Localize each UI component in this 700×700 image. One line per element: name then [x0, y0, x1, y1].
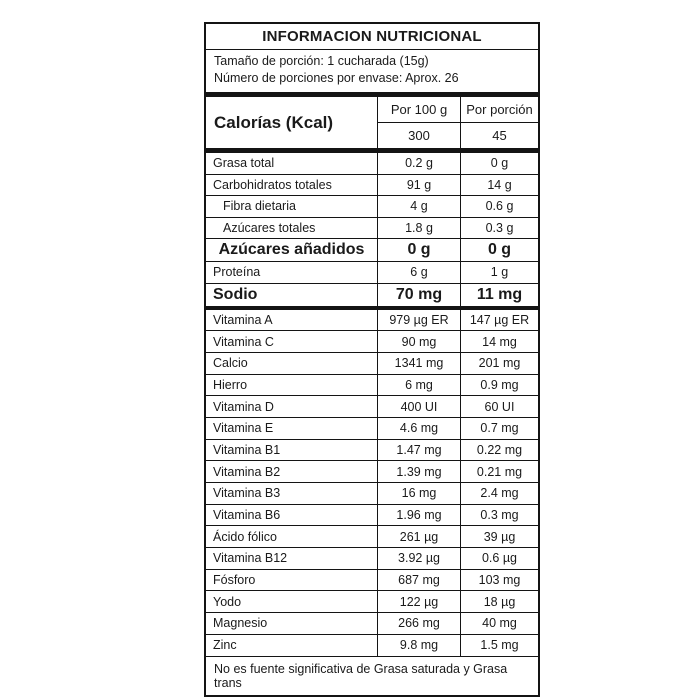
- value-per-100g: 91 g: [377, 175, 460, 196]
- value-per-100g: 3.92 µg: [377, 548, 460, 569]
- value-per-100g: 9.8 mg: [377, 635, 460, 656]
- value-per-100g: 122 µg: [377, 591, 460, 612]
- value-per-100g: 16 mg: [377, 483, 460, 504]
- table-row-proteina: [206, 262, 538, 284]
- value-per-100g: 4 g: [377, 196, 460, 217]
- value-per-portion: 39 µg: [460, 526, 538, 547]
- table-row-vitamina-b12: [206, 548, 538, 570]
- value-per-portion: 103 mg: [460, 570, 538, 591]
- value-per-100g: 1.47 mg: [377, 440, 460, 461]
- value-per-portion: 201 mg: [460, 353, 538, 374]
- value-per-100g: 6 g: [377, 262, 460, 283]
- calories-value-per-100g: 300: [377, 123, 460, 148]
- nutrient-name: Ácido fólico: [213, 529, 277, 544]
- nutrient-name: Grasa total: [213, 156, 275, 171]
- nutrient-name: Fibra dietaria: [223, 199, 296, 214]
- value-per-portion: 14 mg: [460, 331, 538, 352]
- footnote: No es fuente significativa de Grasa saturada y Grasa trans: [214, 661, 508, 690]
- value-per-portion: 40 mg: [460, 613, 538, 634]
- value-per-100g: 0 g: [377, 239, 460, 261]
- table-row-azucares-anadidos: [206, 239, 538, 262]
- value-per-portion: 1 g: [460, 262, 538, 283]
- nutrient-name: Hierro: [213, 377, 248, 392]
- value-per-100g: 261 µg: [377, 526, 460, 547]
- value-per-portion: 0.22 mg: [460, 440, 538, 461]
- value-per-portion: 11 mg: [460, 284, 538, 306]
- value-per-100g: 1.8 g: [377, 218, 460, 239]
- nutrient-name: Vitamina E: [213, 421, 274, 436]
- value-per-100g: 90 mg: [377, 331, 460, 352]
- column-header-per-portion: Por porción: [460, 97, 538, 123]
- table-row-calcio: [206, 353, 538, 375]
- calories-section: [206, 97, 538, 153]
- table-row-magnesio: [206, 613, 538, 635]
- value-per-100g: 0.2 g: [377, 153, 460, 174]
- table-row-yodo: [206, 591, 538, 613]
- table-row-sodio: [206, 284, 538, 310]
- table-row-vitamina-d: [206, 396, 538, 418]
- table-row-grasa-total: [206, 153, 538, 175]
- nutrient-name: Zinc: [213, 638, 237, 653]
- column-header-per-100g: Por 100 g: [377, 97, 460, 123]
- nutrient-name: Carbohidratos totales: [213, 177, 332, 192]
- value-per-portion: 0.6 g: [460, 196, 538, 217]
- nutrient-name: Azúcares añadidos: [218, 241, 365, 258]
- value-per-100g: 70 mg: [377, 284, 460, 306]
- value-per-100g: 4.6 mg: [377, 418, 460, 439]
- value-per-portion: 0.3 mg: [460, 505, 538, 526]
- nutrient-name: Magnesio: [213, 616, 268, 631]
- value-per-100g: 400 UI: [377, 396, 460, 417]
- label-title: INFORMACION NUTRICIONAL: [206, 24, 538, 50]
- table-row-acido-folico: [206, 526, 538, 548]
- calories-label: Calorías (Kcal): [214, 112, 334, 132]
- nutrient-name: Fósforo: [213, 573, 256, 588]
- value-per-portion: 0 g: [460, 239, 538, 261]
- table-row-zinc: [206, 635, 538, 657]
- value-per-100g: 266 mg: [377, 613, 460, 634]
- table-row-vitamina-a: [206, 310, 538, 332]
- value-per-100g: 1341 mg: [377, 353, 460, 374]
- nutrient-name: Vitamina C: [213, 334, 274, 349]
- table-row-azucares-totales: [206, 218, 538, 240]
- value-per-portion: 1.5 mg: [460, 635, 538, 656]
- value-per-100g: 687 mg: [377, 570, 460, 591]
- serving-info: [206, 50, 538, 97]
- nutrient-name: Vitamina B1: [213, 442, 281, 457]
- nutrient-name: Proteína: [213, 265, 261, 280]
- nutrient-name: Vitamina D: [213, 399, 274, 414]
- value-per-portion: 0.6 µg: [460, 548, 538, 569]
- table-row-carbohidratos-totales: [206, 175, 538, 197]
- table-row-fibra-dietaria: [206, 196, 538, 218]
- value-per-portion: 2.4 mg: [460, 483, 538, 504]
- value-per-portion: 0.21 mg: [460, 461, 538, 482]
- servings-per-container-line: Número de porciones por envase: Aprox. 26: [214, 71, 459, 85]
- table-row-vitamina-b1: [206, 440, 538, 462]
- nutrient-name: Sodio: [213, 285, 258, 303]
- serving-size-line: Tamaño de porción: 1 cucharada (15g): [214, 54, 429, 68]
- value-per-portion: 0.3 g: [460, 218, 538, 239]
- nutrient-name: Vitamina B12: [213, 551, 288, 566]
- nutrient-name: Vitamina A: [213, 312, 273, 327]
- nutrient-name: Vitamina B3: [213, 486, 281, 501]
- table-row-vitamina-b3: [206, 483, 538, 505]
- nutrient-name: Vitamina B6: [213, 508, 281, 523]
- value-per-portion: 18 µg: [460, 591, 538, 612]
- table-row-vitamina-c: [206, 331, 538, 353]
- value-per-100g: 1.39 mg: [377, 461, 460, 482]
- calories-value-per-portion: 45: [460, 123, 538, 148]
- nutrition-label: [204, 22, 540, 697]
- nutrient-name: Azúcares totales: [223, 220, 316, 235]
- value-per-portion: 0.9 mg: [460, 375, 538, 396]
- table-row-vitamina-e: [206, 418, 538, 440]
- value-per-portion: 0.7 mg: [460, 418, 538, 439]
- value-per-portion: 147 µg ER: [460, 310, 538, 331]
- table-row-vitamina-b6: [206, 505, 538, 527]
- nutrient-name: Vitamina B2: [213, 464, 281, 479]
- value-per-portion: 0 g: [460, 153, 538, 174]
- table-row-vitamina-b2: [206, 461, 538, 483]
- value-per-100g: 1.96 mg: [377, 505, 460, 526]
- nutrient-name: Yodo: [213, 594, 242, 609]
- table-row-fosforo: [206, 570, 538, 592]
- value-per-portion: 60 UI: [460, 396, 538, 417]
- table-row-hierro: [206, 375, 538, 397]
- value-per-portion: 14 g: [460, 175, 538, 196]
- value-per-100g: 6 mg: [377, 375, 460, 396]
- nutrient-name: Calcio: [213, 356, 248, 371]
- value-per-100g: 979 µg ER: [377, 310, 460, 331]
